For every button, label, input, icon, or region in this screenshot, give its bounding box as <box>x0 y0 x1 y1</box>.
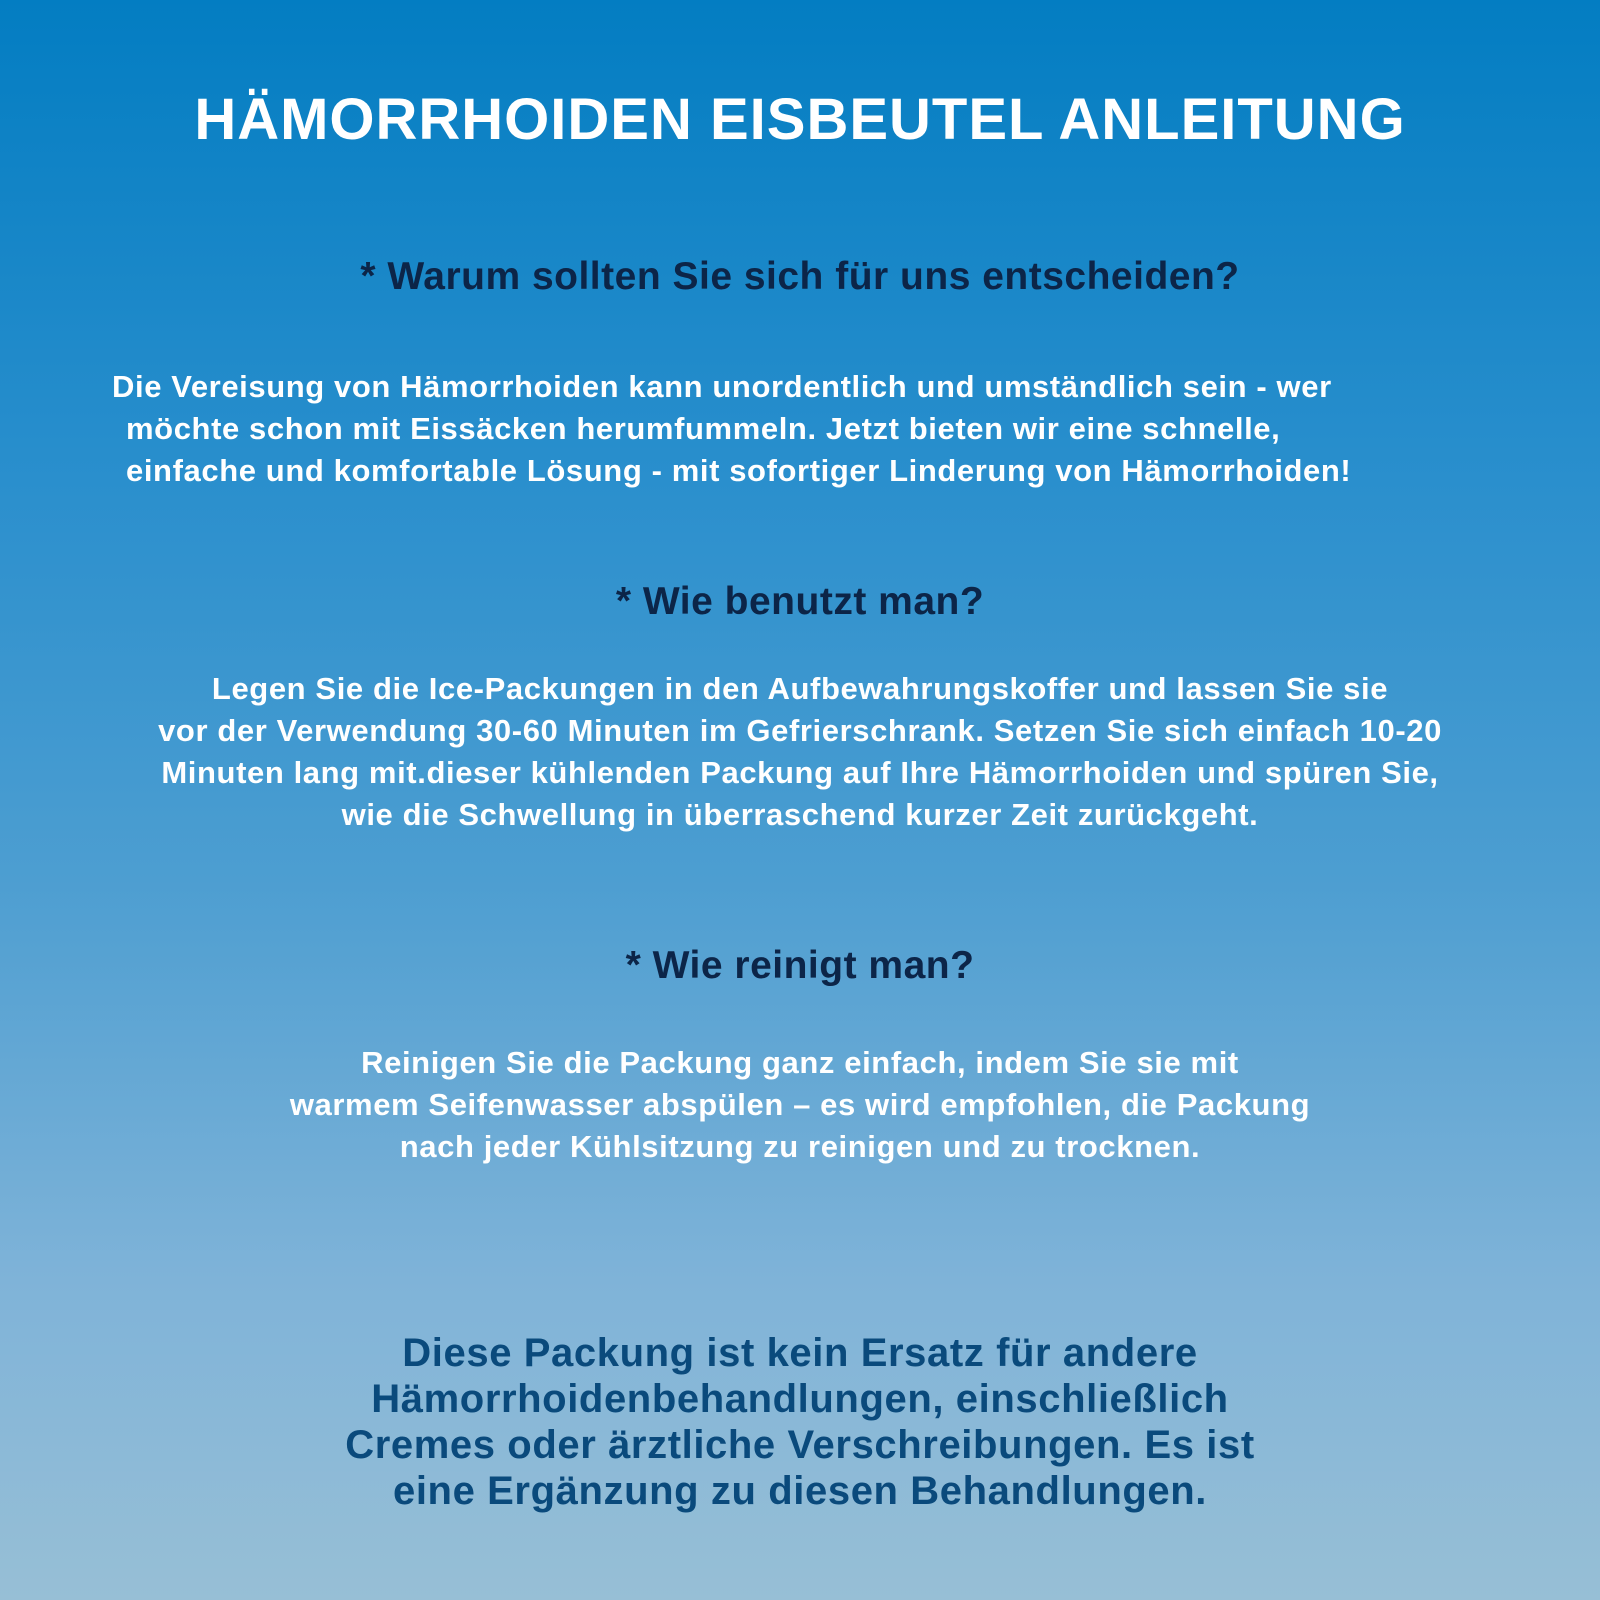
paragraph-line: Reinigen Sie die Packung ganz einfach, indem Sie sie mit <box>361 1045 1239 1080</box>
paragraph-line: möchte schon mit Eissäcken herumfummeln. Jetzt bieten wir eine schnelle, <box>126 411 1281 446</box>
heading-how-to-clean: * Wie reinigt man? <box>625 944 975 987</box>
paragraph-why-choose-us <box>112 366 1552 492</box>
paragraph-line: Minuten lang mit.dieser kühlenden Packung auf Ihre Hämorrhoiden und spüren Sie, <box>161 755 1439 790</box>
heading-how-to-use: * Wie benutzt man? <box>615 580 985 623</box>
disclaimer-line: Diese Packung ist kein Ersatz für andere <box>402 1331 1198 1375</box>
heading-why-choose-us: * Warum sollten Sie sich für uns entscheiden? <box>360 255 1240 298</box>
paragraph-line: Die Vereisung von Hämorrhoiden kann unordentlich und umständlich sein - wer <box>112 369 1332 404</box>
page-title: HÄMORRHOIDEN EISBEUTEL ANLEITUNG <box>194 87 1406 152</box>
disclaimer-line: Hämorrhoidenbehandlungen, einschließlich <box>371 1377 1229 1421</box>
paragraph-line: Legen Sie die Ice-Packungen in den Aufbewahrungskoffer und lassen Sie sie <box>211 671 1389 706</box>
paragraph-line: vor der Verwendung 30-60 Minuten im Gefrierschrank. Setzen Sie sich einfach 10-20 <box>158 713 1442 748</box>
disclaimer-line: eine Ergänzung zu diesen Behandlungen. <box>393 1469 1207 1513</box>
paragraph-line: einfache und komfortable Lösung - mit sofortiger Linderung von Hämorrhoiden! <box>126 453 1352 488</box>
paragraph-line: warmem Seifenwasser abspülen – es wird empfohlen, die Packung <box>289 1087 1311 1122</box>
paragraph-how-to-clean <box>100 1042 1500 1168</box>
paragraph-line: wie die Schwellung in überraschend kurzer Zeit zurückgeht. <box>341 797 1259 832</box>
paragraph-line: nach jeder Kühlsitzung zu reinigen und zu trocknen. <box>399 1129 1201 1164</box>
paragraph-how-to-use <box>20 668 1580 836</box>
disclaimer-line: Cremes oder ärztliche Verschreibungen. Es ist <box>345 1423 1255 1467</box>
disclaimer <box>0 1330 1600 1514</box>
